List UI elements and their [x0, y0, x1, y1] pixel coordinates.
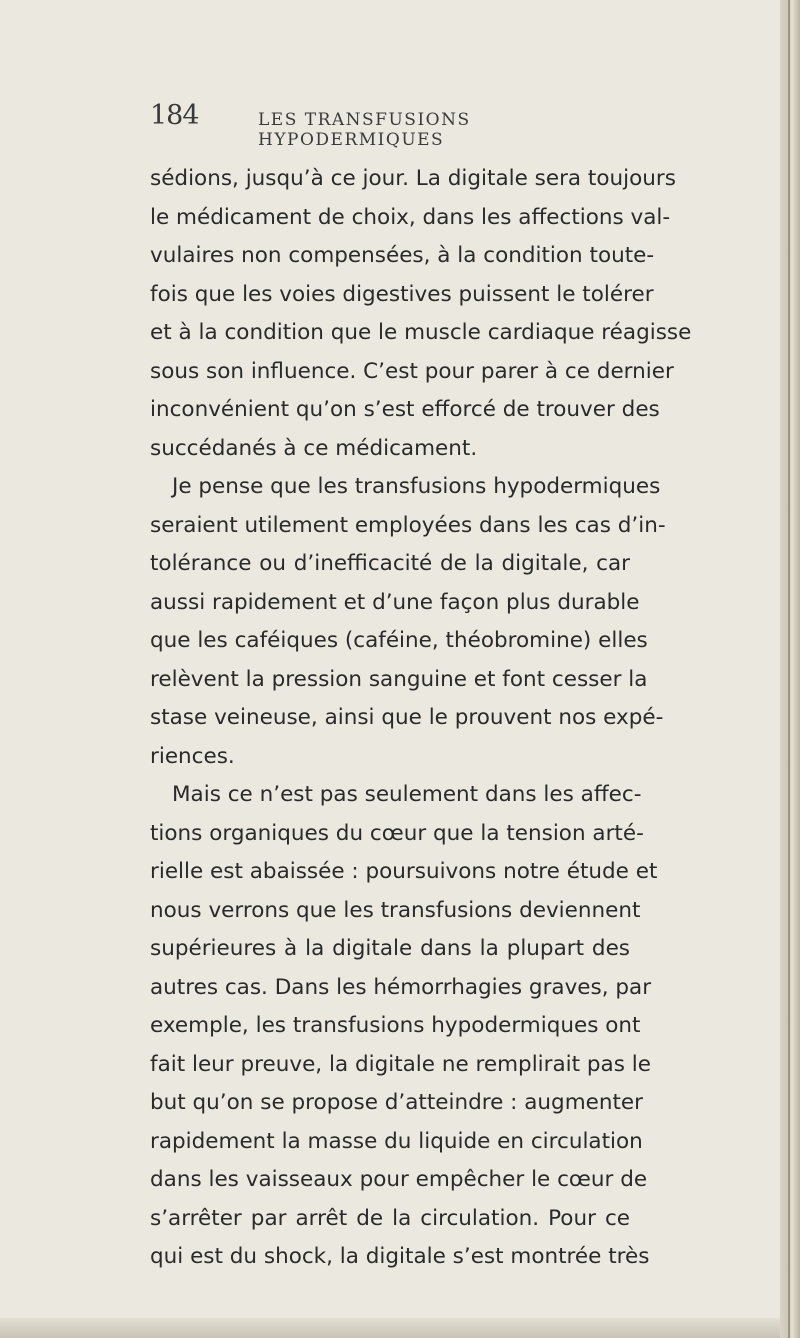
text-line: rapidement la masse du liquide en circulation [150, 1128, 643, 1154]
text-line: sous son influence. C’est pour parer à ce dernier [150, 358, 674, 384]
running-head: LES TRANSFUSIONS HYPODERMIQUES [258, 110, 471, 150]
body-text [150, 160, 692, 1277]
binding-shadow [788, 0, 790, 1338]
text-line: vulaires non compensées, à la condition toute- [150, 243, 655, 268]
text-line: tions organiques du cœur que la tension arté- [150, 820, 644, 846]
text-line: sédions, jusqu’à ce jour. La digitale sera toujours [150, 166, 676, 191]
text-line: relèvent la pression sanguine et font cesser la [150, 666, 648, 692]
page-edge [780, 0, 800, 1338]
text-line: nous verrons que les transfusions deviennent [150, 897, 641, 923]
text-line: que les caféiques (caféine, théobromine) elles [150, 628, 648, 653]
text-line: inconvénient qu’on s’est efforcé de trouver des [150, 397, 660, 422]
text-line: tolérance ou d’inefficacité de la digitale, car [150, 551, 630, 576]
text-line: Je pense que les transfusions hypodermiques [172, 474, 661, 499]
page-header [150, 100, 620, 150]
text-line: le médicament de choix, dans les affections val- [150, 204, 671, 230]
text-line: s’arrêter par arrêt de la circulation. Pour ce [150, 1205, 630, 1231]
text-line: aussi rapidement et d’une façon plus durable [150, 589, 640, 615]
text-line: riences. [150, 743, 235, 769]
text-line: rielle est abaissée : poursuivons notre étude et [150, 859, 658, 884]
text-line: stase veineuse, ainsi que le prouvent nos expé- [150, 705, 664, 730]
text-line: qui est du shock, la digitale s’est montrée très [150, 1244, 650, 1269]
text-line: Mais ce n’est pas seulement dans les affec- [172, 782, 642, 807]
text-line: supérieures à la digitale dans la plupart des [150, 936, 630, 961]
text-line: et à la condition que le muscle cardiaque réagisse [150, 320, 692, 345]
text-line: succédanés à ce médicament. [150, 435, 478, 461]
text-line: seraient utilement employées dans les cas d’in- [150, 512, 666, 538]
text-line: autres cas. Dans les hémorrhagies graves, par [150, 974, 652, 1000]
text-line: dans les vaisseaux pour empêcher le cœur de [150, 1167, 648, 1192]
text-line: fait leur preuve, la digitale ne remplirait pas le [150, 1051, 651, 1077]
page-bottom-shadow [0, 1318, 780, 1338]
page-number: 184 [150, 100, 199, 131]
text-line: exemple, les transfusions hypodermiques ont [150, 1013, 641, 1038]
text-line: fois que les voies digestives puissent le tolérer [150, 281, 654, 307]
text-line: but qu’on se propose d’atteindre : augmenter [150, 1090, 643, 1115]
